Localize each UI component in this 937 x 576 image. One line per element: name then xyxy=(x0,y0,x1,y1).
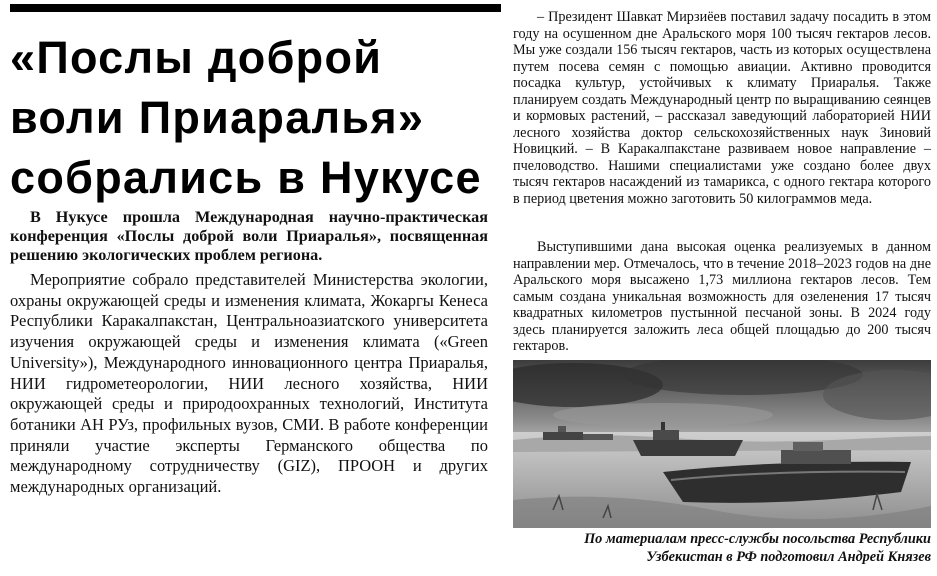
summary-paragraph: Выступившими дана высокая оценка реализуемых в данном направлении мер. Отмечалось, что в течение 2018–2023 годов на дне Аральского моря высажено 1,73 миллиона гектаров лесов. Тем самым создана уникальная возможность для озеленения 17 тысяч квадратных километров пустынной песчаной зоны. В 2024 году здесь планируется заложить леса общей площадью до 200 тысяч гектаров. xyxy=(513,239,931,355)
photo-caption: По материалам пресс-службы посольства Республики Узбекистан в РФ подготовил Андрей Князев xyxy=(584,531,931,565)
aral-sea-ships-photo xyxy=(513,360,931,528)
lead-paragraph: В Нукусе прошла Международная научно-практическая конференция «Послы доброй воли Приаралья», посвященная решению экологических проблем региона. xyxy=(10,208,488,264)
headline xyxy=(10,28,505,208)
headline-line-3: собрались в Нукусе xyxy=(10,152,482,203)
body-paragraph: Мероприятие собрало представителей Министерства экологии, охраны окружающей среды и изменения климата, Жокаргы Кенеса Республики Каракалпакстан, Центральноазиатского университета изучения окружающей среды и изменения климата («Green University»), Международного инновационного центра Приаралья, НИИ гидрометеорологии, НИИ лесного хозяйства, НИИ окружающей среды и природоохранных технологий, Института ботаники АН РУз, профильных вузов, СМИ. В работе конференции приняли участие эксперты Германского общества по международному сотрудничеству (GIZ), ПРООН и других международных организаций. xyxy=(10,270,488,497)
headline-line-2: воли Приаралья» xyxy=(10,92,425,143)
headline-line-1: «Послы доброй xyxy=(10,32,383,83)
quote-paragraph: – Президент Шавкат Мирзиёев поставил задачу посадить в этом году на осушенном дне Аральского моря 100 тысяч гектаров лесов. Мы уже создали 156 тысяч гектаров, часть из которых осуществлена путем посева семян с помощью авиации. Активно проводится посадка культур, устойчивых к климату Приаралья. Также планируем создать Международный центр по выращиванию сеянцев и кормовых растений, – рассказал заведующий лабораторией НИИ лесного хозяйства доктор сельскохозяйственных наук Зиновий Новицкий. – В Каракалпакстане развиваем новое направление – пчеловодство. Нашими специалистами уже создано более двух тысяч гектаров насаждений из тамарикса, с одного гектара которого в период цветения можно заготовить 50 килограммов меда. xyxy=(513,9,931,208)
header-rule xyxy=(10,4,501,12)
